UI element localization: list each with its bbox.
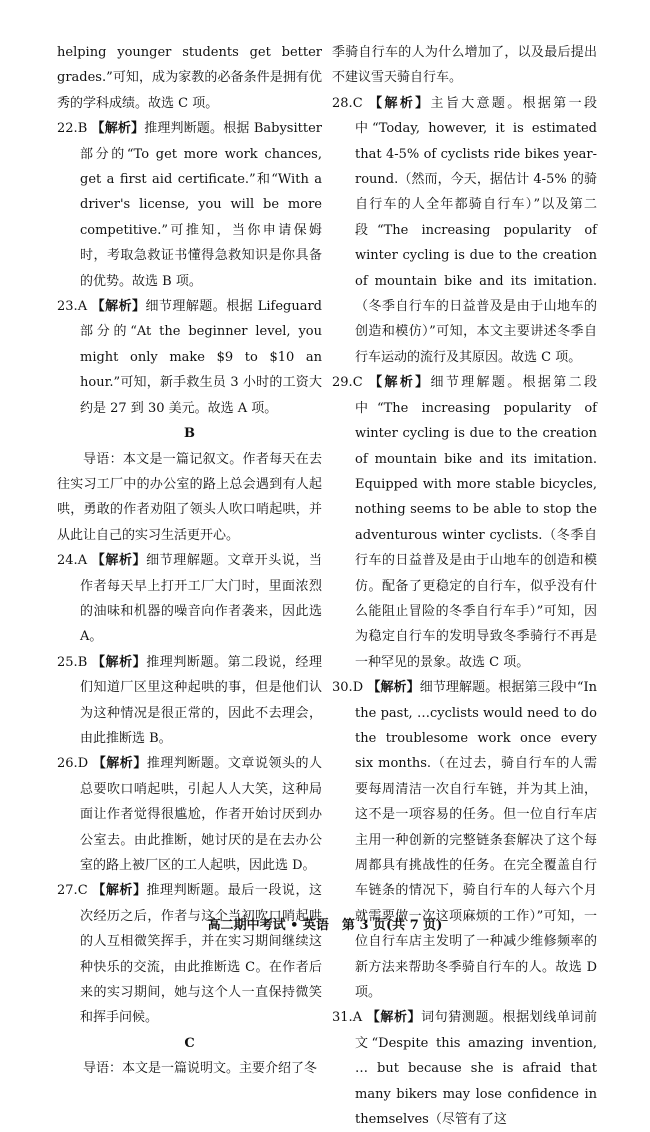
answer-item-22	[57, 116, 322, 294]
intro-paragraph-b: 导语：本文是一篇记叙文。作者每天在去往实习工厂中的办公室的路上总会遇到有人起哄，勇敢的作者劝阻了领头人吹口哨起哄，并从此让自己的实习生活更开心。	[57, 451, 322, 543]
item-answer: B	[77, 121, 88, 137]
item-answer: C	[77, 883, 88, 899]
analysis-tag: 【解析】	[366, 1010, 422, 1026]
item-answer: A	[77, 553, 88, 569]
analysis-tag: 【解析】	[91, 299, 146, 315]
answer-item-26	[57, 751, 322, 878]
answer-item-31	[332, 1005, 597, 1132]
item-answer: A	[77, 299, 88, 315]
section-heading-b: B	[184, 426, 195, 442]
item-answer: D	[77, 756, 89, 772]
analysis-tag: 【解析】	[91, 121, 145, 137]
intro-paragraph-c: 导语：本文是一篇说明文。主要介绍了冬	[83, 1061, 318, 1077]
item-answer: B	[77, 654, 88, 670]
item-text: 推理判断题。文章说领头的人总要吹口哨起哄，引起人人大笑，这种局面让作者觉得很尴尬，作者开始讨厌到办公室去。由此推断，她讨厌的是在去办公室的路上被厂区的工人起哄，因此选 D。	[80, 756, 322, 873]
continued-paragraph: helping younger students get better grades.”可知，成为家教的必备条件是拥有优秀的学科成绩。故选 C 项。	[57, 45, 322, 111]
item-number: 28.	[332, 95, 353, 111]
item-answer: D	[352, 680, 364, 696]
item-answer: C	[352, 95, 363, 111]
page-footer: 高二期中考试 • 英语 第 3 页(共 7 页)	[207, 918, 443, 933]
item-number: 23.	[57, 299, 78, 315]
item-text: 推理判断题。最后一段说，这次经历之后，作者与这个当初吹口哨起哄的人互相微笑挥手，并在实习期间继续这种快乐的交流，由此推断选 C。在作者后来的实习期间，她与这个人一直保持微笑和挥手问候。	[80, 883, 322, 1026]
section-heading-c: C	[184, 1035, 195, 1051]
answer-item-30	[332, 675, 597, 1005]
item-text: 细节理解题。根据 Lifeguard 部分的“At the beginner level, you might only make $9 to $10 an hour.”可知，新手救生员 3 小时的工资大约是 27 到 30 美元。故选 A 项。	[80, 299, 322, 416]
answer-item-23	[57, 294, 322, 421]
analysis-tag: 【解析】	[92, 883, 147, 899]
item-text: 细节理解题。根据第三段中“In the past, …cyclists would need to do the troublesome work once every six months.（在过去，骑自行车的人需要每周清洁一次自行车链，并为其上油，这不是一项容易的任务。但一位自行车店主用一种创新的完整链条套解决了这个每周都具有挑战性的任务。在完全覆盖自行车链条的情况下，骑自行车的人每六个月就需要做一次这项麻烦的工作）”可知，一位自行车店主发明了一种减少维修频率的新方法来帮助冬季骑自行车的人。故选 D 项。	[355, 680, 597, 1001]
answer-item-28	[332, 91, 597, 370]
item-number: 26.	[57, 756, 78, 772]
analysis-tag: 【解析】	[91, 654, 147, 670]
item-number: 30.	[332, 680, 353, 696]
analysis-tag: 【解析】	[367, 680, 420, 696]
item-number: 27.	[57, 883, 78, 899]
item-number: 24.	[57, 553, 78, 569]
continued-paragraph: 季骑自行车的人为什么增加了，以及最后提出不建议雪天骑自行车。	[332, 45, 597, 86]
item-number: 25.	[57, 654, 78, 670]
item-number: 29.	[332, 375, 353, 391]
analysis-tag: 【解析】	[369, 375, 431, 391]
item-answer: A	[352, 1010, 363, 1026]
analysis-tag: 【解析】	[91, 553, 147, 569]
answer-item-29	[332, 370, 597, 675]
item-text: 主旨大意题。根据第一段中“Today, however, it is estimated that 4-5% of cyclists ride bikes year-round.（然而，今天，据估计 4-5% 的骑自行车的人全年都骑自行车）”以及第二段“The increasing popularity of winter cycling is due to the creation of mountain bike and its imitation.（冬季自行车的日益普及是由于山地车的创造和模仿）”可知，本文主要讲述冬季自行车运动的流行及其原因。故选 C 项。	[355, 95, 597, 365]
item-number: 22.	[57, 121, 78, 137]
analysis-tag: 【解析】	[92, 756, 147, 772]
item-text: 推理判断题。第二段说，经理们知道厂区里这种起哄的事，但是他们认为这种情况是很正常的，因此不去理会，由此推断选 B。	[80, 654, 322, 746]
answer-item-27	[57, 878, 322, 1030]
item-text: 细节理解题。文章开头说，当作者每天早上打开工厂大门时，里面浓烈的油味和机器的噪音向作者袭来，因此选 A。	[80, 553, 322, 645]
item-number: 31.	[332, 1010, 353, 1026]
item-text: 推理判断题。根据 Babysitter 部分的“To get more work chances, get a first aid certificate.”和“With a driver's license, you will be more competitive.”可推知，当你申请保姆时，考取急救证书懂得急救知识是你具备的优势。故选 B 项。	[80, 121, 322, 289]
answer-item-25	[57, 650, 322, 752]
right-column	[332, 40, 597, 1132]
analysis-tag: 【解析】	[369, 95, 431, 111]
item-text: 细节理解题。根据第二段中“The increasing popularity of winter cycling is due to the creation of mountain bike and its imitation. Equipped with more stable bicycles, nothing seems to be able to stop the adventurous winter cyclists.（冬季自行车的日益普及是由于山地车的创造和模仿。配备了更稳定的自行车，似乎没有什么能阻止冒险的冬季自行车手）”可知，因为稳定自行车的发明导致冬季骑行不再是一种罕见的景象。故选 C 项。	[355, 375, 597, 670]
item-answer: C	[352, 375, 363, 391]
answer-item-24	[57, 548, 322, 650]
item-text: 词句猜测题。根据划线单词前文“Despite this amazing invention, … but because she is afraid that many bikers may lose confidence in themselves（尽管有了这	[355, 1010, 597, 1128]
